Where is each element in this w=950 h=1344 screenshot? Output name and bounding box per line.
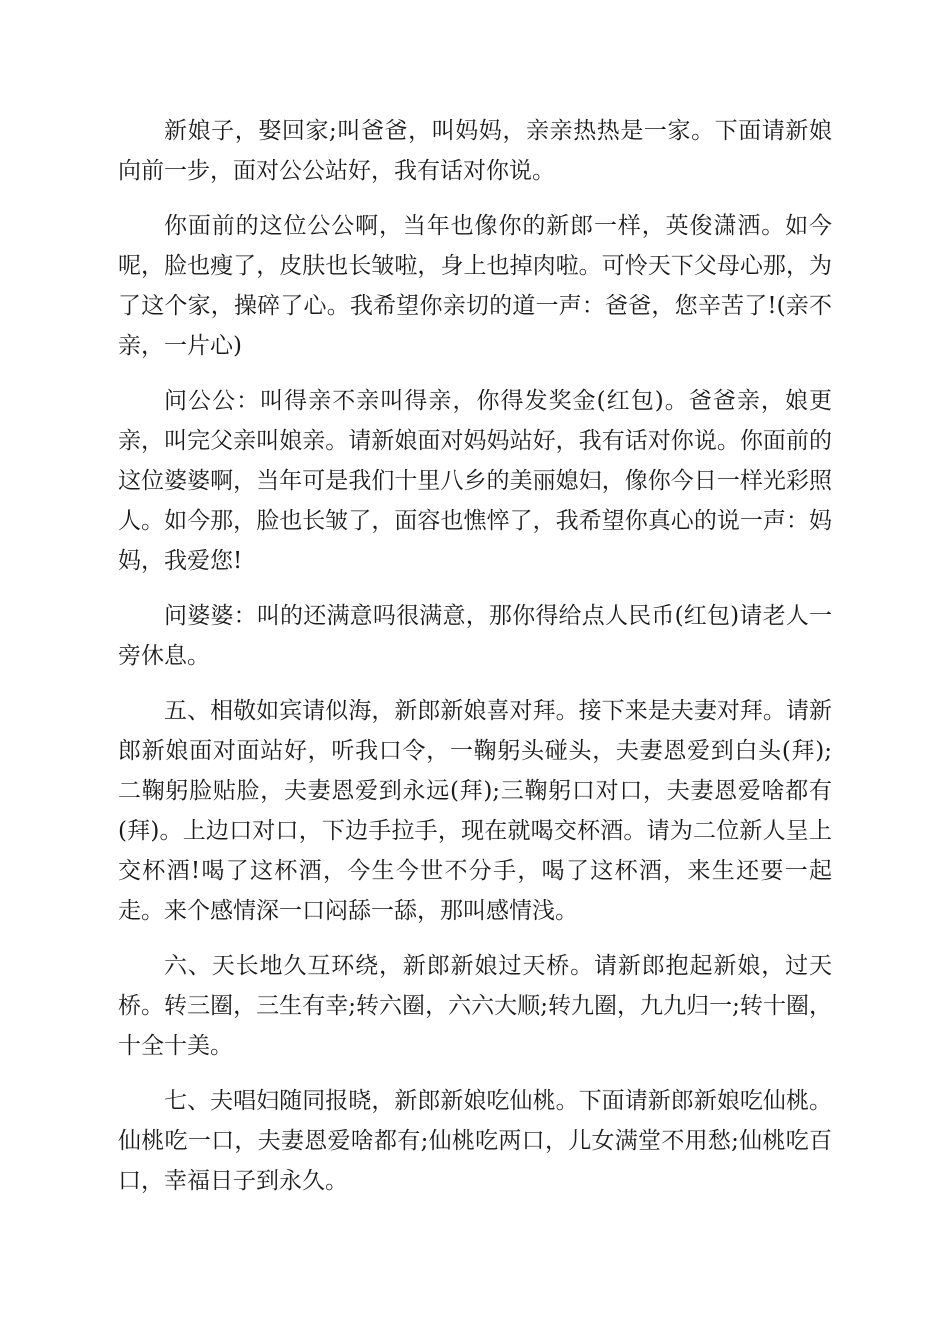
paragraph-7: 七、夫唱妇随同报晓，新郎新娘吃仙桃。下面请新郎新娘吃仙桃。仙桃吃一口，夫妻恩爱啥都有;仙桃吃两口，儿女满堂不用愁;仙桃吃百口，幸福日子到永久。	[118, 1088, 832, 1194]
paragraph-2: 你面前的这位公公啊，当年也像你的新郎一样，英俊潇洒。如今呢，脸也瘦了，皮肤也长皱啦，身上也掉肉啦。可怜天下父母心那，为了这个家，操碎了心。我希望你亲切的道一声：爸爸，您辛苦了!(亲不亲，一片心)	[118, 213, 832, 359]
paragraph-6: 六、天长地久互环绕，新郎新娘过天桥。请新郎抱起新娘，过天桥。转三圈，三生有幸;转六圈，六六大顺;转九圈，九九归一;转十圈，十全十美。	[118, 953, 832, 1059]
paragraph-3: 问公公：叫得亲不亲叫得亲，你得发奖金(红包)。爸爸亲，娘更亲，叫完父亲叫娘亲。请新娘面对妈妈站好，我有话对你说。你面前的这位婆婆啊，当年可是我们十里八乡的美丽媳妇，像你今日一样光彩照人。如今那，脸也长皱了，面容也憔悴了，我希望你真心的说一声：妈妈，我爱您!	[118, 388, 832, 574]
paragraph-5: 五、相敬如宾请似海，新郎新娘喜对拜。接下来是夫妻对拜。请新郎新娘面对面站好，听我口令，一鞠躬头碰头，夫妻恩爱到白头(拜);二鞠躬脸贴脸，夫妻恩爱到永远(拜);三鞠躬口对口，夫妻恩爱啥都有(拜)。上边口对口，下边手拉手，现在就喝交杯酒。请为二位新人呈上交杯酒!喝了这杯酒，今生今世不分手，喝了这杯酒，来生还要一起走。来个感情深一口闷舔一舔，那叫感情浅。	[118, 698, 832, 924]
document-page	[118, 111, 832, 1216]
paragraph-1: 新娘子，娶回家;叫爸爸，叫妈妈，亲亲热热是一家。下面请新娘向前一步，面对公公站好，我有话对你说。	[118, 118, 832, 184]
paragraph-4: 问婆婆：叫的还满意吗很满意，那你得给点人民币(红包)请老人一旁休息。	[118, 603, 832, 669]
